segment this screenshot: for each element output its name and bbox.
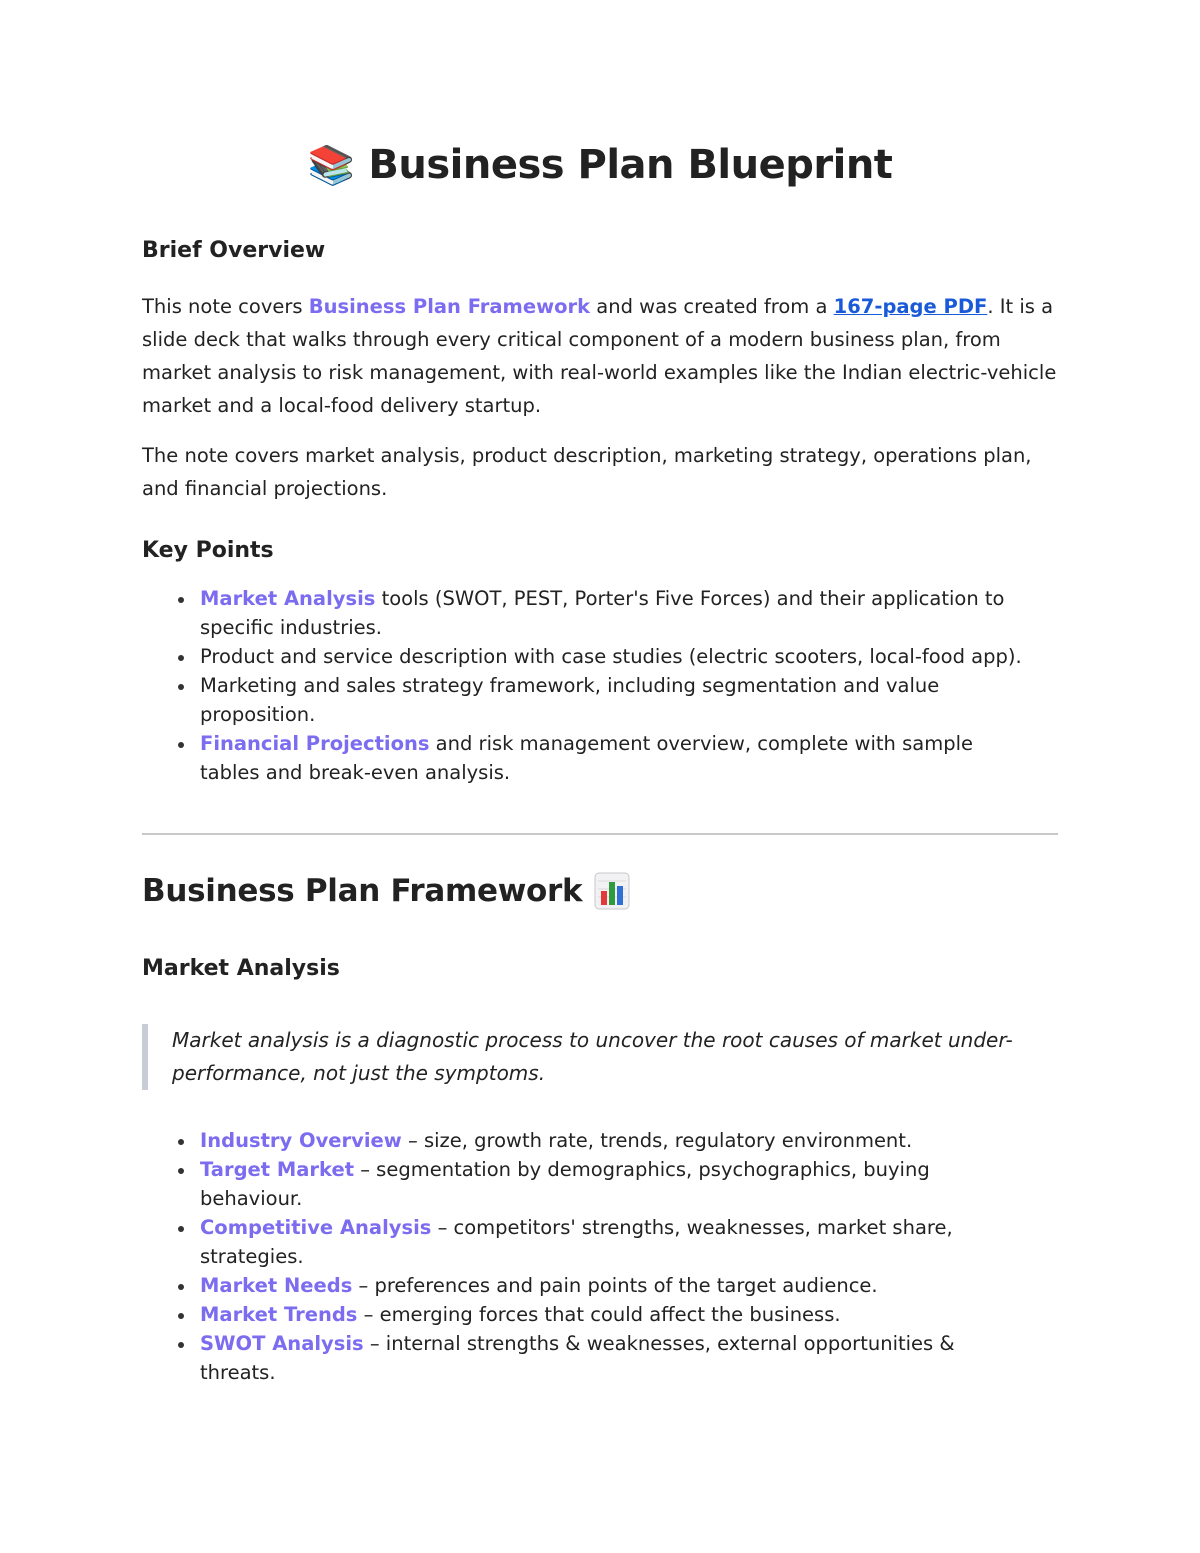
list-item — [142, 1213, 1022, 1271]
list-item-text: Marketing and sales strategy framework, including segmentation and value proposition. — [200, 674, 940, 726]
competitive-analysis-link[interactable]: Competitive Analysis — [200, 1216, 432, 1239]
definition-quote: Market analysis is a diagnostic process to uncover the root causes of market under-performance, not just the symptoms. — [142, 1024, 1032, 1090]
list-item-text: Product and service description with case studies (electric scooters, local-food app). — [200, 645, 1022, 668]
list-item-text: and risk management overview, complete with sample tables and break-even analysis. — [200, 732, 973, 784]
list-item — [142, 671, 1022, 729]
page-title-text: Business Plan Blueprint — [368, 142, 893, 188]
list-item — [142, 729, 1022, 787]
list-item — [142, 584, 1022, 642]
target-market-link[interactable]: Target Market — [200, 1158, 355, 1181]
page-title — [142, 142, 1058, 188]
list-item — [142, 1300, 1022, 1329]
section-divider — [142, 833, 1058, 835]
bar-chart-icon — [594, 872, 630, 910]
list-item — [142, 1126, 1022, 1155]
brief-overview-heading: Brief Overview — [142, 238, 326, 263]
industry-overview-link[interactable]: Industry Overview — [200, 1129, 402, 1152]
list-item-text: – preferences and pain points of the target audience. — [352, 1274, 878, 1297]
financial-projections-link[interactable]: Financial Projections — [200, 732, 430, 755]
framework-heading — [142, 872, 630, 910]
key-points-list — [142, 584, 1022, 787]
overview-text-2: and was created from a — [590, 295, 834, 318]
market-needs-link[interactable]: Market Needs — [200, 1274, 353, 1297]
market-analysis-link[interactable]: Market Analysis — [200, 587, 376, 610]
swot-analysis-link[interactable]: SWOT Analysis — [200, 1332, 364, 1355]
pdf-link[interactable]: 167-page PDF — [833, 295, 988, 318]
list-item-text: tools (SWOT, PEST, Porter's Five Forces) and their application to specific industries. — [200, 587, 1005, 639]
books-icon: 📚 — [307, 142, 355, 187]
market-analysis-list — [142, 1126, 1022, 1387]
overview-paragraph-1 — [142, 290, 1058, 422]
list-item-text: – internal strengths & weaknesses, external opportunities & threats. — [200, 1332, 955, 1384]
business-plan-framework-link[interactable]: Business Plan Framework — [308, 295, 591, 318]
list-item-text: – competitors' strengths, weaknesses, market share, strategies. — [200, 1216, 953, 1268]
list-item-text: – emerging forces that could affect the business. — [357, 1303, 841, 1326]
market-analysis-heading: Market Analysis — [142, 956, 340, 981]
market-trends-link[interactable]: Market Trends — [200, 1303, 358, 1326]
list-item-text: – size, growth rate, trends, regulatory environment. — [401, 1129, 913, 1152]
list-item — [142, 1155, 1022, 1213]
overview-text-3: . It is a slide deck that walks through every critical component of a modern business plan, from market analysis to risk management, with real-world examples like the Indian electric-vehicle market and a local-food delivery startup. — [142, 295, 1057, 417]
overview-paragraph-2: The note covers market analysis, product description, marketing strategy, operations plan, and financial projections. — [142, 444, 1032, 500]
list-item — [142, 1271, 1022, 1300]
list-item — [142, 1329, 1022, 1387]
overview-text-1: This note covers — [142, 295, 309, 318]
list-item — [142, 642, 1022, 671]
key-points-heading: Key Points — [142, 538, 274, 563]
framework-heading-text: Business Plan Framework — [142, 873, 583, 909]
list-item-text: – segmentation by demographics, psychographics, buying behaviour. — [200, 1158, 930, 1210]
